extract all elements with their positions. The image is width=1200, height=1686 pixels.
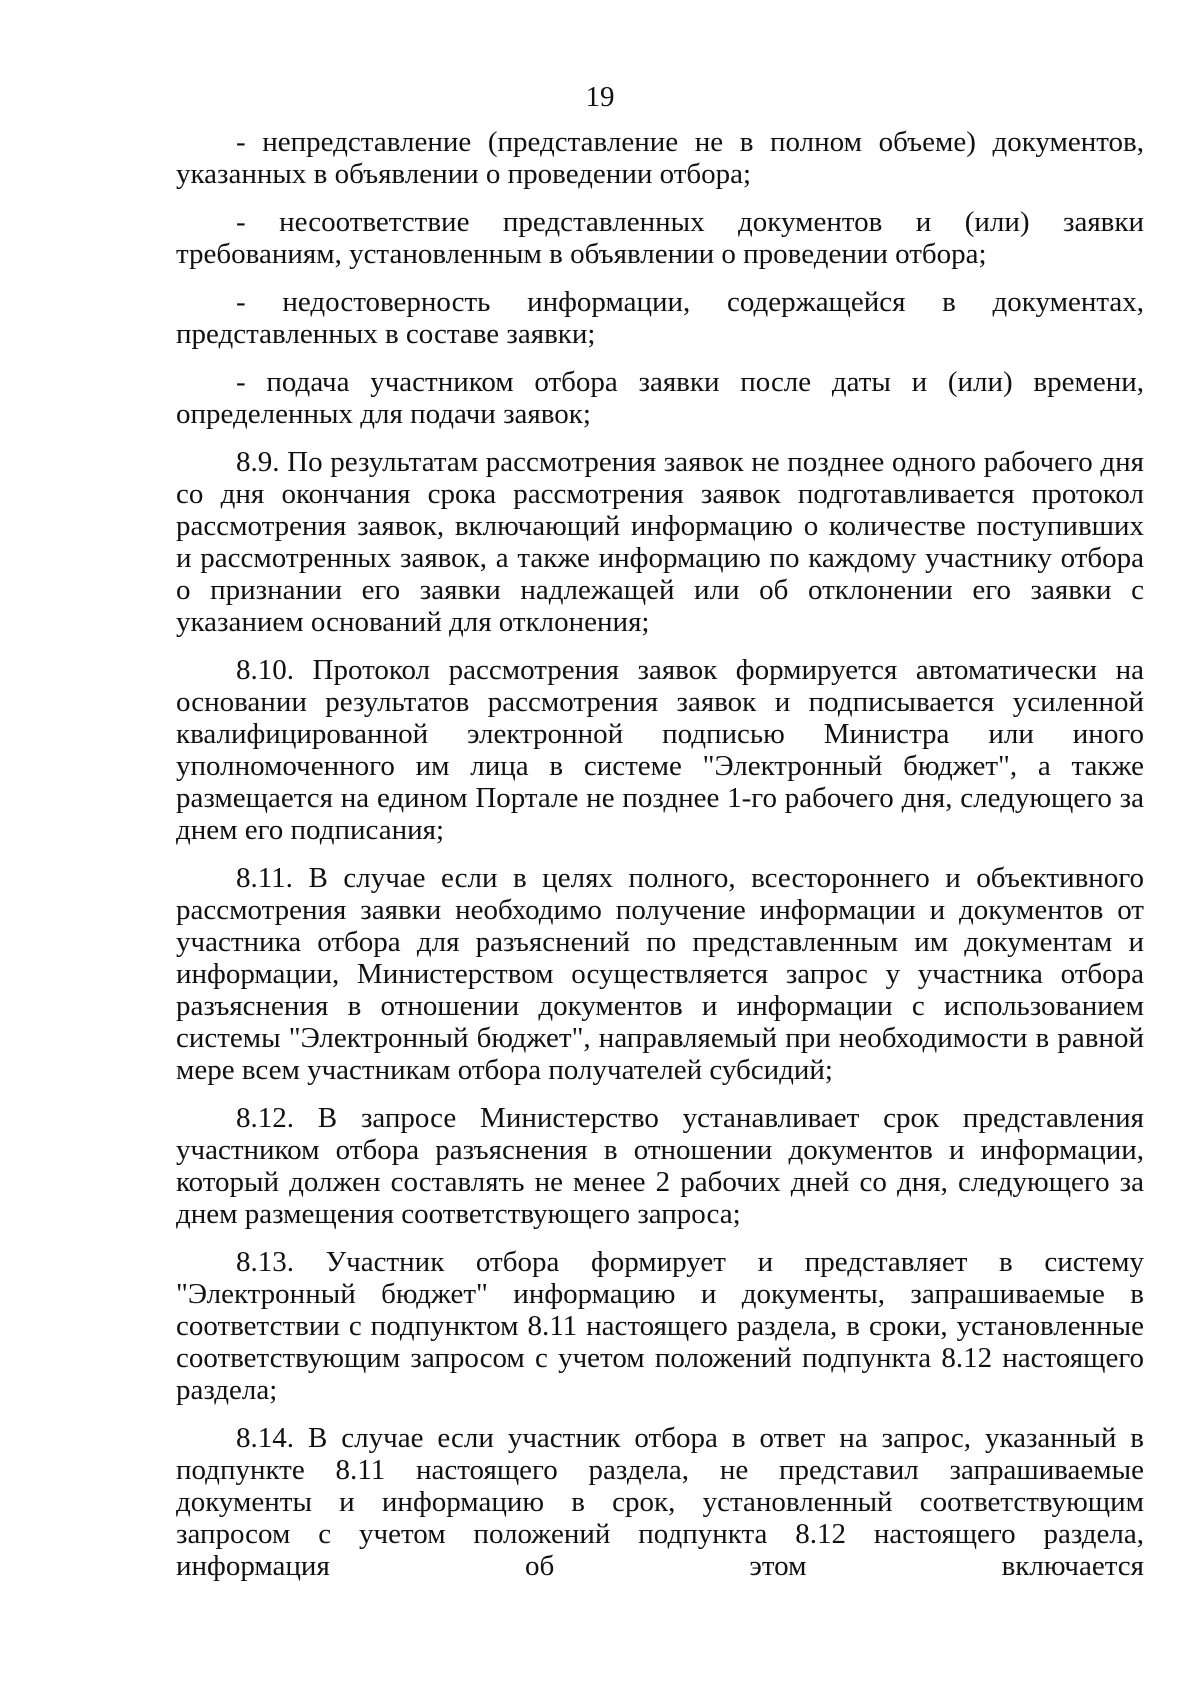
paragraph-8-10: 8.10. Протокол рассмотрения заявок формируется автоматически на основании результатов рассмотрения заявок и подписывается усиленной квалифицированной электронной подписью Министра или иного уполномоченного им лица в системе "Электронный бюджет", а также размещается на едином Портале не позднее 1-го рабочего дня, следующего за днем его подписания;	[176, 654, 1144, 846]
paragraph-list-item-1: - непредставление (представление не в полном объеме) документов, указанных в объявлении о проведении отбора;	[176, 126, 1144, 190]
paragraph-list-item-4: - подача участником отбора заявки после даты и (или) времени, определенных для подачи заявок;	[176, 366, 1144, 430]
paragraph-list-item-3: - недостоверность информации, содержащейся в документах, представленных в составе заявки;	[176, 286, 1144, 350]
paragraph-8-14: 8.14. В случае если участник отбора в ответ на запрос, указанный в подпункте 8.11 настоящего раздела, не представил запрашиваемые документы и информацию в срок, установленный соответствующим запросом с учетом положений подпункта 8.12 настоящего раздела, информация об этом включается	[176, 1422, 1144, 1582]
paragraph-list-item-2: - несоответствие представленных документов и (или) заявки требованиям, установленным в объявлении о проведении отбора;	[176, 206, 1144, 270]
paragraph-8-11: 8.11. В случае если в целях полного, всестороннего и объективного рассмотрения заявки необходимо получение информации и документов от участника отбора для разъяснений по представленным им документам и информации, Министерством осуществляется запрос у участника отбора разъяснения в отношении документов и информации с использованием системы "Электронный бюджет", направляемый при необходимости в равной мере всем участникам отбора получателей субсидий;	[176, 862, 1144, 1086]
paragraph-8-13: 8.13. Участник отбора формирует и представляет в систему "Электронный бюджет" информацию и документы, запрашиваемые в соответствии с подпунктом 8.11 настоящего раздела, в сроки, установленные соответствующим запросом с учетом положений подпункта 8.12 настоящего раздела;	[176, 1246, 1144, 1406]
paragraph-8-12: 8.12. В запросе Министерство устанавливает срок представления участником отбора разъяснения в отношении документов и информации, который должен составлять не менее 2 рабочих дней со дня, следующего за днем размещения соответствующего запроса;	[176, 1102, 1144, 1230]
paragraph-8-9: 8.9. По результатам рассмотрения заявок не позднее одного рабочего дня со дня окончания срока рассмотрения заявок подготавливается протокол рассмотрения заявок, включающий информацию о количестве поступивших и рассмотренных заявок, а также информацию по каждому участнику отбора о признании его заявки надлежащей или об отклонении его заявки с указанием оснований для отклонения;	[176, 446, 1144, 638]
page-number: 19	[585, 81, 615, 113]
document-body	[176, 126, 1144, 1598]
